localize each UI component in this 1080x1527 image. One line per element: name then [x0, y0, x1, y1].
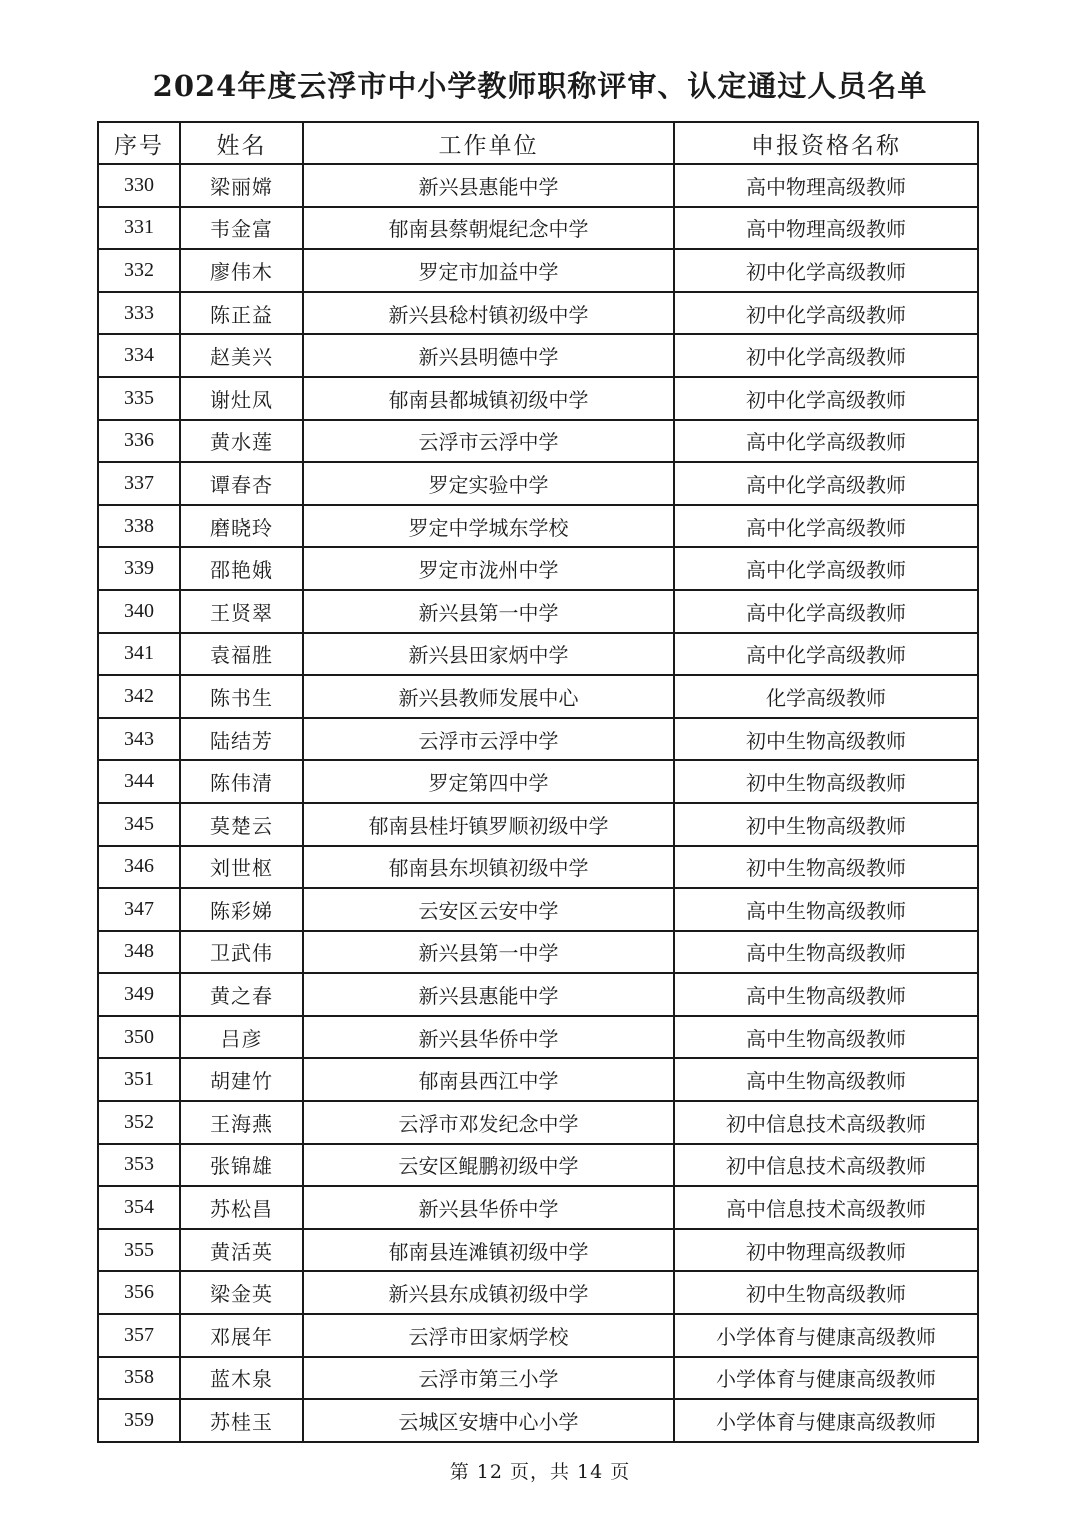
table-row — [98, 590, 978, 633]
serial-number-cell: 338 — [98, 505, 180, 548]
qualification-cell: 初中信息技术高级教师 — [674, 1144, 978, 1187]
work-unit-cell: 新兴县惠能中学 — [303, 164, 674, 207]
name-cell: 卫武伟 — [180, 931, 303, 974]
name-cell: 黄水莲 — [180, 420, 303, 463]
serial-number-cell: 340 — [98, 590, 180, 633]
table-row — [98, 846, 978, 889]
name-cell: 谢灶凤 — [180, 377, 303, 420]
name-cell: 陈正益 — [180, 292, 303, 335]
work-unit-cell: 郁南县连滩镇初级中学 — [303, 1229, 674, 1272]
name-cell: 吕彦 — [180, 1016, 303, 1059]
name-cell: 王贤翠 — [180, 590, 303, 633]
roster-table — [97, 121, 979, 1443]
serial-number-cell: 351 — [98, 1058, 180, 1101]
serial-number-cell: 349 — [98, 973, 180, 1016]
serial-number-cell: 341 — [98, 633, 180, 676]
serial-number-cell: 345 — [98, 803, 180, 846]
work-unit-cell: 郁南县都城镇初级中学 — [303, 377, 674, 420]
serial-number-cell: 358 — [98, 1357, 180, 1400]
table-row — [98, 1144, 978, 1187]
qualification-cell: 高中化学高级教师 — [674, 505, 978, 548]
name-cell: 陈彩娣 — [180, 888, 303, 931]
work-unit-cell: 罗定第四中学 — [303, 760, 674, 803]
table-row — [98, 377, 978, 420]
name-cell: 邵艳娥 — [180, 547, 303, 590]
work-unit-cell: 云浮市第三小学 — [303, 1357, 674, 1400]
qualification-cell: 初中化学高级教师 — [674, 377, 978, 420]
qualification-cell: 初中化学高级教师 — [674, 334, 978, 377]
name-cell: 赵美兴 — [180, 334, 303, 377]
page-title: 2024年度云浮市中小学教师职称评审、认定通过人员名单 — [152, 69, 928, 103]
name-cell: 苏松昌 — [180, 1186, 303, 1229]
work-unit-cell: 郁南县蔡朝焜纪念中学 — [303, 207, 674, 250]
serial-number-cell: 343 — [98, 718, 180, 761]
name-cell: 梁丽嫦 — [180, 164, 303, 207]
qualification-cell: 小学体育与健康高级教师 — [674, 1314, 978, 1357]
name-cell: 梁金英 — [180, 1271, 303, 1314]
table-row — [98, 931, 978, 974]
table-row — [98, 888, 978, 931]
table-row — [98, 1357, 978, 1400]
serial-number-cell: 334 — [98, 334, 180, 377]
serial-number-cell: 354 — [98, 1186, 180, 1229]
table-row — [98, 249, 978, 292]
name-cell: 廖伟木 — [180, 249, 303, 292]
table-row — [98, 207, 978, 250]
serial-number-cell: 346 — [98, 846, 180, 889]
serial-number-cell: 335 — [98, 377, 180, 420]
qualification-cell: 高中信息技术高级教师 — [674, 1186, 978, 1229]
serial-number-cell: 350 — [98, 1016, 180, 1059]
table-row — [98, 1186, 978, 1229]
serial-number-cell: 348 — [98, 931, 180, 974]
work-unit-cell: 郁南县西江中学 — [303, 1058, 674, 1101]
qualification-cell: 初中化学高级教师 — [674, 292, 978, 335]
work-unit-cell: 新兴县明德中学 — [303, 334, 674, 377]
serial-number-cell: 352 — [98, 1101, 180, 1144]
header-serial-number: 序号 — [98, 122, 180, 164]
table-row — [98, 1016, 978, 1059]
table-row — [98, 803, 978, 846]
work-unit-cell: 罗定中学城东学校 — [303, 505, 674, 548]
serial-number-cell: 339 — [98, 547, 180, 590]
serial-number-cell: 353 — [98, 1144, 180, 1187]
serial-number-cell: 347 — [98, 888, 180, 931]
qualification-cell: 高中生物高级教师 — [674, 888, 978, 931]
work-unit-cell: 新兴县东成镇初级中学 — [303, 1271, 674, 1314]
work-unit-cell: 新兴县华侨中学 — [303, 1016, 674, 1059]
table-row — [98, 420, 978, 463]
page-footer: 第 12 页，共 14 页 — [449, 1461, 631, 1483]
name-cell: 刘世枢 — [180, 846, 303, 889]
table-row — [98, 505, 978, 548]
name-cell: 胡建竹 — [180, 1058, 303, 1101]
serial-number-cell: 357 — [98, 1314, 180, 1357]
work-unit-cell: 云浮市云浮中学 — [303, 718, 674, 761]
qualification-cell: 高中化学高级教师 — [674, 547, 978, 590]
qualification-cell: 高中物理高级教师 — [674, 207, 978, 250]
qualification-cell: 初中生物高级教师 — [674, 718, 978, 761]
table-row — [98, 1271, 978, 1314]
work-unit-cell: 郁南县东坝镇初级中学 — [303, 846, 674, 889]
work-unit-cell: 新兴县惠能中学 — [303, 973, 674, 1016]
header-qualification: 申报资格名称 — [674, 122, 978, 164]
table-row — [98, 462, 978, 505]
name-cell: 韦金富 — [180, 207, 303, 250]
table-row — [98, 164, 978, 207]
serial-number-cell: 332 — [98, 249, 180, 292]
serial-number-cell: 336 — [98, 420, 180, 463]
name-cell: 王海燕 — [180, 1101, 303, 1144]
qualification-cell: 高中化学高级教师 — [674, 420, 978, 463]
table-row — [98, 633, 978, 676]
qualification-cell: 化学高级教师 — [674, 675, 978, 718]
header-work-unit: 工作单位 — [303, 122, 674, 164]
qualification-cell: 初中生物高级教师 — [674, 1271, 978, 1314]
qualification-cell: 高中化学高级教师 — [674, 590, 978, 633]
table-row — [98, 760, 978, 803]
work-unit-cell: 新兴县田家炳中学 — [303, 633, 674, 676]
table-row — [98, 1058, 978, 1101]
work-unit-cell: 云安区云安中学 — [303, 888, 674, 931]
qualification-cell: 初中信息技术高级教师 — [674, 1101, 978, 1144]
work-unit-cell: 罗定实验中学 — [303, 462, 674, 505]
qualification-cell: 高中生物高级教师 — [674, 1058, 978, 1101]
name-cell: 黄之春 — [180, 973, 303, 1016]
qualification-cell: 初中生物高级教师 — [674, 803, 978, 846]
name-cell: 蓝木泉 — [180, 1357, 303, 1400]
table-row — [98, 1314, 978, 1357]
qualification-cell: 高中生物高级教师 — [674, 1016, 978, 1059]
table-row — [98, 718, 978, 761]
serial-number-cell: 355 — [98, 1229, 180, 1272]
table-header — [98, 122, 978, 164]
qualification-cell: 小学体育与健康高级教师 — [674, 1357, 978, 1400]
work-unit-cell: 新兴县第一中学 — [303, 931, 674, 974]
name-cell: 磨晓玲 — [180, 505, 303, 548]
work-unit-cell: 云浮市田家炳学校 — [303, 1314, 674, 1357]
serial-number-cell: 330 — [98, 164, 180, 207]
name-cell: 邓展年 — [180, 1314, 303, 1357]
qualification-cell: 高中物理高级教师 — [674, 164, 978, 207]
table-row — [98, 973, 978, 1016]
serial-number-cell: 337 — [98, 462, 180, 505]
qualification-cell: 小学体育与健康高级教师 — [674, 1399, 978, 1442]
table-body — [98, 164, 978, 1442]
qualification-cell: 高中生物高级教师 — [674, 973, 978, 1016]
serial-number-cell: 344 — [98, 760, 180, 803]
header-name: 姓名 — [180, 122, 303, 164]
serial-number-cell: 356 — [98, 1271, 180, 1314]
table-row — [98, 1399, 978, 1442]
name-cell: 张锦雄 — [180, 1144, 303, 1187]
work-unit-cell: 云浮市云浮中学 — [303, 420, 674, 463]
qualification-cell: 初中化学高级教师 — [674, 249, 978, 292]
table-row — [98, 547, 978, 590]
name-cell: 陆结芳 — [180, 718, 303, 761]
serial-number-cell: 342 — [98, 675, 180, 718]
table-row — [98, 675, 978, 718]
qualification-cell: 初中物理高级教师 — [674, 1229, 978, 1272]
name-cell: 谭春杏 — [180, 462, 303, 505]
name-cell: 袁福胜 — [180, 633, 303, 676]
table-row — [98, 1101, 978, 1144]
name-cell: 苏桂玉 — [180, 1399, 303, 1442]
qualification-cell: 高中化学高级教师 — [674, 462, 978, 505]
work-unit-cell: 郁南县桂圩镇罗顺初级中学 — [303, 803, 674, 846]
name-cell: 陈书生 — [180, 675, 303, 718]
work-unit-cell: 罗定市泷州中学 — [303, 547, 674, 590]
qualification-cell: 初中生物高级教师 — [674, 760, 978, 803]
work-unit-cell: 新兴县华侨中学 — [303, 1186, 674, 1229]
work-unit-cell: 云浮市邓发纪念中学 — [303, 1101, 674, 1144]
table-row — [98, 1229, 978, 1272]
work-unit-cell: 新兴县教师发展中心 — [303, 675, 674, 718]
work-unit-cell: 新兴县第一中学 — [303, 590, 674, 633]
serial-number-cell: 331 — [98, 207, 180, 250]
header-row — [98, 122, 978, 164]
work-unit-cell: 云城区安塘中心小学 — [303, 1399, 674, 1442]
work-unit-cell: 云安区鲲鹏初级中学 — [303, 1144, 674, 1187]
name-cell: 陈伟清 — [180, 760, 303, 803]
serial-number-cell: 359 — [98, 1399, 180, 1442]
table-row — [98, 334, 978, 377]
serial-number-cell: 333 — [98, 292, 180, 335]
work-unit-cell: 罗定市加益中学 — [303, 249, 674, 292]
qualification-cell: 初中生物高级教师 — [674, 846, 978, 889]
work-unit-cell: 新兴县稔村镇初级中学 — [303, 292, 674, 335]
qualification-cell: 高中生物高级教师 — [674, 931, 978, 974]
name-cell: 黄活英 — [180, 1229, 303, 1272]
table-row — [98, 292, 978, 335]
name-cell: 莫楚云 — [180, 803, 303, 846]
qualification-cell: 高中化学高级教师 — [674, 633, 978, 676]
